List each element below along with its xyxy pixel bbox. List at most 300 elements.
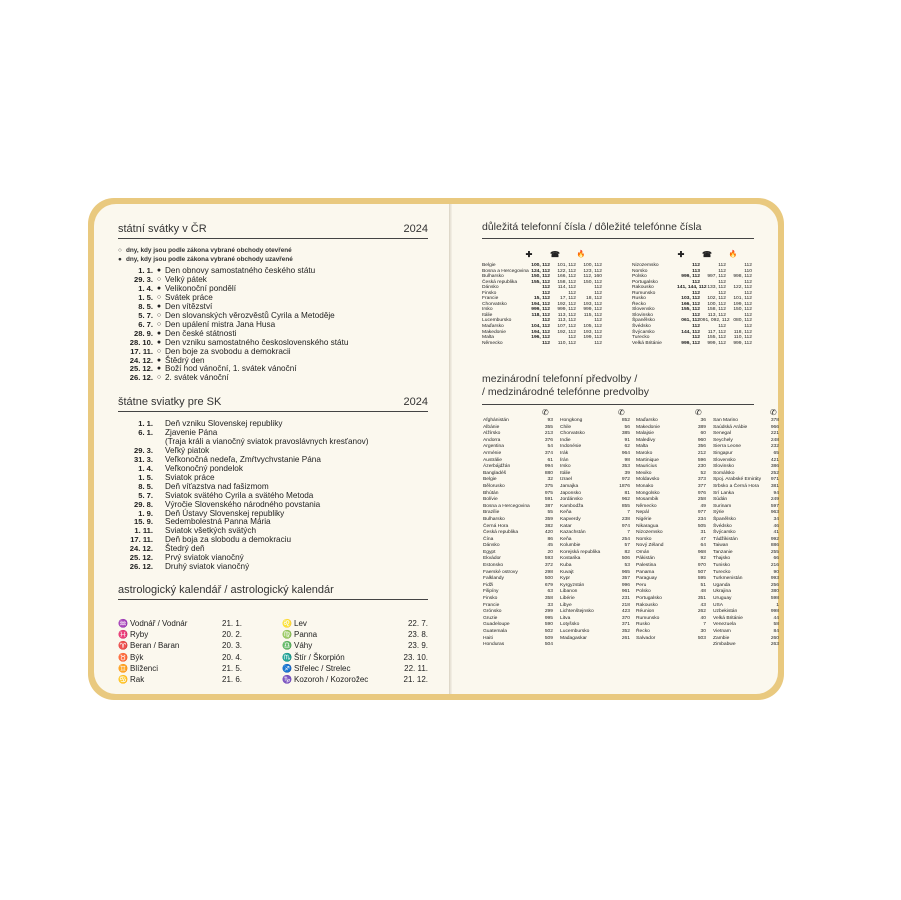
country-name: Švýcarsko xyxy=(632,329,655,335)
prefix-country: Falklandy xyxy=(483,576,504,582)
holiday-name: Velký pátek xyxy=(165,274,207,284)
sk-title: štátne sviatky pre SK xyxy=(118,396,222,408)
ambulance-number: 999, 112 xyxy=(681,274,700,280)
prefix-code: 593 xyxy=(544,556,553,562)
prefix-country: Uruguay xyxy=(713,596,732,602)
prefix-code: 507 xyxy=(697,569,706,575)
country-name: Rumunsko xyxy=(632,290,656,296)
prefix-code: 386 xyxy=(770,464,779,470)
prefix-country: Afghánistán xyxy=(483,418,509,423)
prefix-code: 47 xyxy=(700,536,706,542)
prefix-code: 591 xyxy=(544,497,553,503)
prefix-code: 64 xyxy=(700,543,706,549)
police-number: 192, 112 xyxy=(557,301,576,307)
prefix-country: Martinique xyxy=(636,457,659,463)
prefix-row xyxy=(713,609,779,616)
prefix-column-4 xyxy=(713,418,779,649)
fire-icon-2: 🔥 xyxy=(728,251,738,258)
zodiac-date: 21. 12. xyxy=(403,675,428,685)
holiday-name: Den slovanských věrozvěstů Cyrila a Metoděje xyxy=(165,310,335,320)
prefix-code: 231 xyxy=(621,596,630,602)
prefix-country: Srí Lanka xyxy=(713,490,734,496)
ambulance-number: 155, 112 xyxy=(681,307,700,313)
prefix-row xyxy=(560,510,630,517)
prefix-code: 963 xyxy=(770,510,779,516)
prefix-country: Panama xyxy=(636,569,655,575)
zodiac-name: Blíženci xyxy=(130,663,159,673)
prefix-code: 595 xyxy=(697,576,706,582)
country-name: Belgie xyxy=(482,263,496,268)
prefix-code: 597 xyxy=(770,503,779,509)
country-name: Irsko xyxy=(482,307,493,313)
holiday-date: 17. 11. xyxy=(130,346,153,356)
prefix-code: 20 xyxy=(547,549,553,555)
prefix-title-1: mezinárodní telefonní předvolby / xyxy=(482,373,638,385)
prefix-country: Ázerbájdžán xyxy=(483,464,511,470)
holiday-name: Štědrý den xyxy=(165,355,205,365)
prefix-country: Nizozemsko xyxy=(636,530,663,536)
country-name: Bosna a Hercegovina xyxy=(482,268,529,274)
zodiac-date: 21. 1. xyxy=(222,619,243,629)
zodiac-date: 23. 8. xyxy=(407,630,428,640)
police-number: 113, 112 xyxy=(557,312,576,318)
prefix-code: 975 xyxy=(544,490,553,496)
fire-number: 100, 112 xyxy=(583,263,602,268)
prefix-code: 374 xyxy=(544,450,553,456)
prefix-code: 84 xyxy=(773,629,779,634)
police-number: 155, 112 xyxy=(707,335,726,341)
phone-icon: ✆ xyxy=(618,408,625,417)
ambulance-number: 100, 112 xyxy=(531,263,550,268)
holiday-name: Den obnovy samostatného českého státu xyxy=(165,266,316,275)
prefix-country: Saúdská Arábie xyxy=(713,424,748,430)
prefix-row xyxy=(483,642,553,649)
prefix-country: Kostarika xyxy=(560,556,581,562)
sk-holidays-heading xyxy=(118,396,428,412)
prefix-code: 421 xyxy=(770,457,779,463)
prefix-code: 258 xyxy=(697,497,706,503)
prefix-country: Nigérie xyxy=(636,516,652,522)
holiday-date: 26. 12. xyxy=(129,562,153,572)
police-number: 117, 112 xyxy=(707,329,726,335)
prefix-code: 509 xyxy=(544,635,553,641)
ambulance-number: 144, 112 xyxy=(681,329,700,335)
prefix-code: 66 xyxy=(773,556,779,562)
prefix-row xyxy=(483,517,553,524)
holiday-name: Zjavenie Pána xyxy=(165,427,218,437)
prefix-code: 32 xyxy=(547,477,553,483)
zodiac-row xyxy=(118,629,430,640)
fire-number: 112 xyxy=(594,340,602,346)
holiday-date: 15. 9. xyxy=(134,517,153,527)
fire-number: 112 xyxy=(744,263,752,268)
prefix-country: Jordánsko xyxy=(560,497,583,503)
prefix-row xyxy=(713,497,779,504)
prefix-country: Švédsko xyxy=(713,523,732,529)
prefix-country: Bhútán xyxy=(483,490,499,496)
prefix-country: Peru xyxy=(636,582,647,588)
fire-number: 199, 112 xyxy=(733,301,752,307)
prefix-code: 886 xyxy=(770,543,779,549)
holiday-date: 31. 3. xyxy=(134,454,153,464)
prefix-row xyxy=(713,444,779,451)
zodiac-icon: ♋ xyxy=(118,675,128,685)
fire-number: 105, 112 xyxy=(583,324,602,330)
holiday-name: (Traja králi a vianočný sviatok pravoslávnych kresťanov) xyxy=(165,436,369,446)
prefix-country: Korejská republika xyxy=(560,549,601,555)
prefix-code: 7 xyxy=(627,530,630,536)
prefix-country: Finsko xyxy=(483,596,498,602)
prefix-row xyxy=(483,484,553,491)
prefix-country: Austrálie xyxy=(483,457,503,463)
prefix-code: 976 xyxy=(697,490,706,496)
emergency-table-right xyxy=(632,263,752,346)
prefix-country: Německo xyxy=(636,503,657,509)
prefix-row xyxy=(713,530,779,537)
prefix-country: Andorra xyxy=(483,437,501,443)
prefix-row xyxy=(713,451,779,458)
zodiac-icon: ♐ xyxy=(282,663,292,673)
holiday-date: 1. 9. xyxy=(138,508,153,518)
prefix-row xyxy=(483,622,553,629)
prefix-country: Slovensko xyxy=(713,457,736,463)
zodiac-name: Střelec / Strelec xyxy=(294,663,351,673)
holiday-date: 1. 1. xyxy=(138,266,153,275)
fire-number: 112 xyxy=(594,285,602,291)
prefix-country: Malta xyxy=(636,444,648,450)
prefix-country: Omán xyxy=(636,549,650,555)
emergency-row xyxy=(482,341,602,347)
ambulance-icon: ✚ xyxy=(525,250,533,259)
astro-title: astrologický kalendář / astrologický kalendár xyxy=(118,584,334,596)
cz-holiday-list xyxy=(118,267,428,383)
fire-number: 112 xyxy=(744,324,752,330)
prefix-country: Kuba xyxy=(560,563,572,569)
prefix-country: Srbsko a Černá Hora xyxy=(713,483,759,489)
police-number: 114, 112 xyxy=(557,285,576,291)
prefix-country: Rusko xyxy=(636,622,650,628)
zodiac-row xyxy=(118,663,430,674)
holiday-date: 29. 8. xyxy=(134,499,153,509)
prefix-row xyxy=(636,484,706,491)
prefix-title-2: / medzinárodné telefónne predvolby xyxy=(482,386,649,398)
prefix-country: Palestina xyxy=(636,563,657,569)
holiday-name: Prvý sviatok vianočný xyxy=(165,553,244,563)
prefix-code: 506 xyxy=(621,556,630,562)
prefix-country: Kazachstán xyxy=(560,530,586,536)
ambulance-number: 15, 112 xyxy=(533,296,550,302)
prefix-country: Maďarsko xyxy=(636,418,658,423)
prefix-code: 351 xyxy=(697,596,706,602)
prefix-code: 221 xyxy=(770,431,779,437)
prefix-country: Chorvatsko xyxy=(560,431,585,437)
prefix-country: Somálsko xyxy=(713,470,735,476)
prefix-country: Honduras xyxy=(483,642,505,648)
holiday-marker: ● xyxy=(156,267,162,274)
prefix-code: 998 xyxy=(770,609,779,615)
prefix-code: 375 xyxy=(544,483,553,489)
fire-number: 123, 112 xyxy=(583,268,602,274)
prefix-row xyxy=(636,530,706,537)
prefix-code: 679 xyxy=(544,582,553,588)
ambulance-number: 194, 112 xyxy=(531,301,550,307)
prefix-code: 34 xyxy=(773,516,779,522)
cz-holidays-heading xyxy=(118,223,428,239)
holiday-date: 24. 12. xyxy=(129,544,153,554)
prefix-country: Singapur xyxy=(713,450,733,456)
fire-number: 999, 112 xyxy=(583,307,602,313)
prefix-row xyxy=(560,477,630,484)
holiday-marker: ○ xyxy=(156,374,162,382)
prefix-code: 57 xyxy=(624,543,630,549)
prefix-country: Turkmenistán xyxy=(713,576,743,582)
prefix-code: 62 xyxy=(624,444,630,450)
prefix-row xyxy=(636,477,706,484)
astro-heading xyxy=(118,584,428,600)
prefix-row xyxy=(483,431,553,438)
prefix-code: 380 xyxy=(770,589,779,595)
ambulance-number: 112 xyxy=(692,279,700,285)
prefix-country: Indonésie xyxy=(560,444,582,450)
prefix-code: 263 xyxy=(770,642,779,648)
ambulance-number: 112 xyxy=(692,263,700,268)
holiday-name: Boží hod vánoční, 1. svátek vánoční xyxy=(165,364,297,374)
prefix-code: 7 xyxy=(703,622,706,628)
zodiac-name: Štír / Škorpión xyxy=(294,652,345,662)
prefix-row xyxy=(713,629,779,636)
prefix-code: 98 xyxy=(624,457,630,463)
holiday-name: Deň boja za slobodu a demokraciu xyxy=(165,535,292,545)
holiday-marker: ● xyxy=(156,284,162,292)
police-number: 112 xyxy=(718,263,726,268)
police-number: 110, 112 xyxy=(557,340,576,346)
prefix-row xyxy=(636,622,706,629)
prefix-country: Mongolsko xyxy=(636,490,660,496)
prefix-code: 55 xyxy=(547,510,553,516)
prefix-row xyxy=(483,418,553,425)
prefix-code: 880 xyxy=(544,470,553,476)
prefix-country: Belgie xyxy=(483,477,497,483)
prefix-code: 238 xyxy=(621,516,630,522)
fire-number: 998, 112 xyxy=(733,274,752,280)
prefix-country: Libérie xyxy=(560,596,575,602)
holiday-date: 8. 5. xyxy=(138,481,153,491)
prefix-code: 964 xyxy=(621,450,630,456)
prefix-code: 1 xyxy=(776,602,779,608)
prefix-code: 260 xyxy=(770,635,779,641)
holiday-marker: ● xyxy=(156,329,162,337)
holiday-marker: ● xyxy=(156,302,162,310)
prefix-code: 52 xyxy=(700,470,706,476)
holiday-date: 25. 12. xyxy=(129,553,153,563)
country-name: Slovinsko xyxy=(632,312,653,318)
prefix-row xyxy=(560,636,630,643)
prefix-row xyxy=(560,609,630,616)
prefix-country: Jamajka xyxy=(560,483,579,489)
prefix-country: Slovinsko xyxy=(713,464,734,470)
prefix-code: 56 xyxy=(624,424,630,430)
prefix-country: Ekvádor xyxy=(483,556,501,562)
fire-number: 112 xyxy=(744,312,752,318)
ambulance-number: 155, 112 xyxy=(531,279,550,285)
fire-number: 150, 112 xyxy=(583,279,602,285)
holiday-date: 1. 5. xyxy=(138,292,153,302)
prefix-row xyxy=(636,596,706,603)
holiday-name: Den vzniku samostatného československého státu xyxy=(165,337,349,347)
phone-icon: ✆ xyxy=(542,408,549,417)
prefix-code: 995 xyxy=(544,615,553,621)
zodiac-icon: ♓ xyxy=(118,630,128,640)
prefix-column-2 xyxy=(560,418,630,642)
prefix-country: Gruzie xyxy=(483,615,498,621)
ambulance-number: 103, 112 xyxy=(681,296,700,302)
prefix-code: 31 xyxy=(700,530,706,536)
prefix-row xyxy=(713,576,779,583)
emergency-row xyxy=(632,341,752,347)
country-name: Španělsko xyxy=(632,318,655,324)
prefix-code: 255 xyxy=(770,549,779,555)
prefix-code: 994 xyxy=(544,464,553,470)
prefix-code: 86 xyxy=(547,536,553,542)
country-name: Švédsko xyxy=(632,324,651,330)
fire-number: 112 xyxy=(744,279,752,285)
ambulance-number: 166, 112 xyxy=(681,301,700,307)
ambulance-number: 118, 112 xyxy=(531,312,550,318)
prefix-country: Maroko xyxy=(636,450,653,456)
zodiac-icon: ♍ xyxy=(282,630,292,640)
country-name: Malta xyxy=(482,335,494,341)
country-name: Rusko xyxy=(632,296,646,302)
police-number: 166, 112 xyxy=(557,274,576,280)
holiday-name: Den boje za svobodu a demokracii xyxy=(165,346,291,356)
fire-number: 080, 112 xyxy=(733,318,752,324)
ambulance-number: 999, 112 xyxy=(531,307,550,313)
fire-number: 115, 112 xyxy=(583,312,602,318)
prefix-row xyxy=(636,418,706,425)
zodiac-date: 22. 7. xyxy=(407,619,428,629)
prefix-country: Norsko xyxy=(636,536,652,542)
fire-number: 193, 112 xyxy=(583,301,602,307)
legend-closed: dny, kdy jsou podle zákona vybrané obchody uzavřené xyxy=(126,255,293,263)
holiday-marker: ○ xyxy=(156,275,162,283)
police-icon-2: ☎ xyxy=(702,250,712,259)
prefix-row xyxy=(560,596,630,603)
prefix-country: Guadeloupe xyxy=(483,622,510,628)
zodiac-date: 20. 4. xyxy=(222,652,243,662)
prefix-row xyxy=(483,576,553,583)
prefix-country: Švýcarsko xyxy=(713,530,736,536)
zodiac-icon: ♌ xyxy=(282,619,292,629)
country-name: Rakousko xyxy=(632,285,654,291)
prefix-code: 60 xyxy=(700,431,706,437)
holiday-name: Deň víťazstva nad fašizmom xyxy=(165,481,269,491)
prefix-code: 598 xyxy=(770,596,779,602)
prefix-country: Lotyšsko xyxy=(560,622,580,628)
zodiac-name: Kozoroh / Kozorožec xyxy=(294,675,369,685)
prefix-code: 262 xyxy=(697,609,706,615)
prefix-code: 355 xyxy=(544,424,553,430)
prefix-row xyxy=(483,444,553,451)
prefix-code: 993 xyxy=(770,576,779,582)
prefix-country: Bosna a Hercegovina xyxy=(483,503,530,509)
prefix-code: 61 xyxy=(547,457,553,463)
holiday-row xyxy=(118,563,428,572)
fire-number: 193, 112 xyxy=(583,329,602,335)
prefix-country: Česká republika xyxy=(483,530,519,536)
fire-number: 112 xyxy=(744,290,752,296)
prefix-code: 373 xyxy=(697,477,706,483)
prefix-code: 962 xyxy=(621,497,630,503)
prefix-row xyxy=(713,431,779,438)
legend-open: dny, kdy jsou podle zákona vybrané obchody otevřené xyxy=(126,247,292,254)
holiday-marker: ○ xyxy=(156,320,162,328)
ambulance-number: 112 xyxy=(692,324,700,330)
prefix-country: Pákistán xyxy=(636,556,655,562)
ambulance-number: 113 xyxy=(692,268,700,274)
prefix-code: 33 xyxy=(547,602,553,608)
zodiac-name: Vodnář / Vodnár xyxy=(130,619,188,629)
zodiac-name: Panna xyxy=(294,630,318,640)
prefix-row xyxy=(560,464,630,471)
country-name: Maďarsko xyxy=(482,324,504,330)
prefix-code: 500 xyxy=(544,576,553,582)
prefix-row xyxy=(483,510,553,517)
prefix-country: Japonsko xyxy=(560,490,581,496)
zodiac-row xyxy=(118,640,430,651)
zodiac-name: Býk xyxy=(130,652,144,662)
police-icon: ☎ xyxy=(550,250,560,259)
prefix-code: 385 xyxy=(621,431,630,437)
ambulance-number: 150, 112 xyxy=(531,274,550,280)
prefix-column-1 xyxy=(483,418,553,649)
prefix-country: Francie xyxy=(483,602,500,608)
prefix-code: 590 xyxy=(544,622,553,628)
prefix-country: Albánie xyxy=(483,424,500,430)
prefix-code: 387 xyxy=(544,503,553,509)
prefix-country: Malajsie xyxy=(636,431,654,437)
prefix-code: 49 xyxy=(700,503,706,509)
fire-number: 999, 112 xyxy=(733,340,752,346)
prefix-row xyxy=(560,563,630,570)
prefix-country: Lichtenštejnsko xyxy=(560,609,594,615)
prefix-row xyxy=(636,444,706,451)
prefix-row xyxy=(713,418,779,425)
prefix-country: Makedonie xyxy=(636,424,660,430)
police-number: 102, 112 xyxy=(707,296,726,302)
prefix-country: Irsko xyxy=(560,464,571,470)
police-number: 997, 112 xyxy=(707,274,726,280)
prefix-country: Keňa xyxy=(560,510,572,516)
prefix-code: 352 xyxy=(621,629,630,634)
holiday-name: Svátek práce xyxy=(165,292,213,302)
prefix-row xyxy=(483,596,553,603)
country-name: Chorvatsko xyxy=(482,301,507,307)
prefix-row xyxy=(560,444,630,451)
prefix-code: 90 xyxy=(773,569,779,575)
zodiac-icon: ♉ xyxy=(118,652,128,662)
prefix-country: Uzbekistán xyxy=(713,609,738,615)
prefix-code: 298 xyxy=(544,569,553,575)
prefix-country: Dánsko xyxy=(483,543,500,549)
prefix-code: 261 xyxy=(621,635,630,641)
prefix-row xyxy=(636,636,706,643)
country-name: Německo xyxy=(482,340,503,346)
holiday-date: 26. 12. xyxy=(129,373,153,383)
prefix-code: 41 xyxy=(773,530,779,536)
prefix-code: 960 xyxy=(697,437,706,443)
prefix-row xyxy=(713,543,779,550)
zodiac-name: Lev xyxy=(294,619,307,629)
